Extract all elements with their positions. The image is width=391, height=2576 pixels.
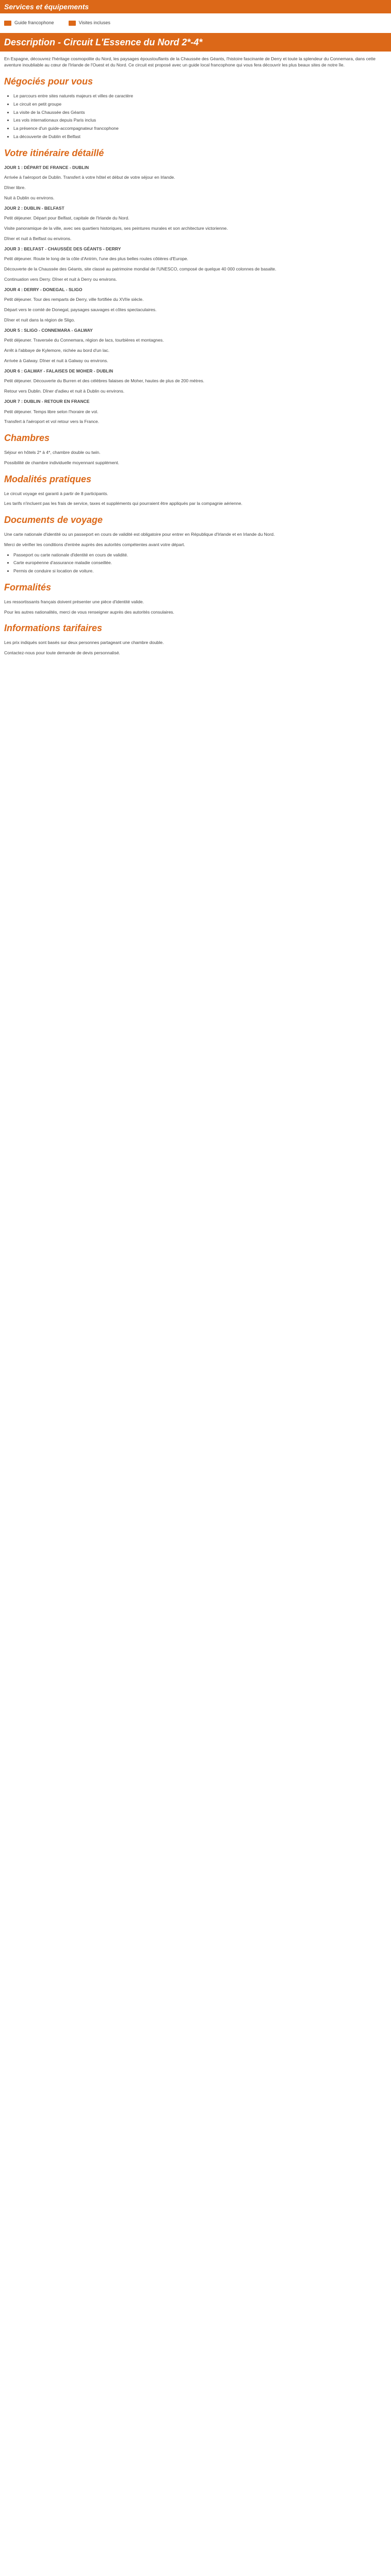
day-text: Dîner et nuit à Belfast ou environs. xyxy=(4,235,72,241)
day-text: Départ vers le comté de Donegal, paysages sauvages et côtes spectaculaires. xyxy=(4,307,157,312)
day-heading: JOUR 4 : DERRY - DONEGAL - SLIGO xyxy=(4,286,83,292)
section-title: Votre itinéraire détaillé xyxy=(4,147,104,158)
list-item: • Passeport ou carte nationale d'identité en cours de validité. xyxy=(13,552,387,558)
paragraph: Merci de vérifier les conditions d'entrée auprès des autorités compétentes avant votre départ. xyxy=(4,541,185,547)
paragraph: Les ressortissants français doivent présenter une pièce d'identité valide. xyxy=(4,599,144,604)
section-title: Négociés pour vous xyxy=(4,76,93,87)
list-item: • Permis de conduire si location de voiture. xyxy=(13,568,387,574)
day-text: Petit déjeuner. Traversée du Connemara, région de lacs, tourbières et montagnes. xyxy=(4,337,164,343)
day-text: Petit déjeuner. Route le long de la côte d'Antrim, l'une des plus belles routes côtières d'Europe. xyxy=(4,256,188,262)
day-text: Arrêt à l'abbaye de Kylemore, nichée au bord d'un lac. xyxy=(4,348,110,353)
day-text: Dîner libre. xyxy=(4,185,26,190)
day-text: Continuation vers Derry. Dîner et nuit à Derry ou environs. xyxy=(4,276,117,282)
service-label: Guide francophone xyxy=(14,20,54,25)
day-text: Transfert à l'aéroport et vol retour vers la France. xyxy=(4,419,100,425)
day-text: Petit déjeuner. Départ pour Belfast, capitale de l'Irlande du Nord. xyxy=(4,215,129,221)
services-list xyxy=(0,13,391,33)
day-heading: JOUR 5 : SLIGO - CONNEMARA - GALWAY xyxy=(4,327,93,333)
service-item xyxy=(69,20,110,27)
list-item: • Le parcours entre sites naturels majeurs et villes de caractère xyxy=(13,93,387,99)
section-title: Modalités pratiques xyxy=(4,473,92,484)
day-text: Arrivée à Galway. Dîner et nuit à Galway ou environs. xyxy=(4,358,108,363)
list-item: • La visite de la Chaussée des Géants xyxy=(13,109,387,116)
description-banner xyxy=(0,33,391,52)
list-item: • La découverte de Dublin et Belfast xyxy=(13,133,387,140)
services-banner xyxy=(0,0,391,13)
section-title: Informations tarifaires xyxy=(4,623,103,634)
day-text: Visite panoramique de la ville, avec ses quartiers historiques, ses peintures murales et son architecture victorienne. xyxy=(4,226,228,231)
description-title: Description - Circuit L'Essence du Nord 2*-4* xyxy=(4,37,203,47)
list-item: • Les vols internationaux depuis Paris inclus xyxy=(13,117,387,124)
day-heading: JOUR 6 : GALWAY - FALAISES DE MOHER - DUBLIN xyxy=(4,368,113,374)
service-item xyxy=(4,20,54,27)
paragraph: Contactez-nous pour toute demande de devis personnalisé. xyxy=(4,650,120,655)
paragraph: Les tarifs n'incluent pas les frais de service, taxes et suppléments qui pourraient être appliqués par la compagnie aérienne. xyxy=(4,501,242,506)
day-text: Retour vers Dublin. Dîner d'adieu et nuit à Dublin ou environs. xyxy=(4,388,125,394)
day-heading: JOUR 2 : DUBLIN - BELFAST xyxy=(4,205,64,211)
guide-icon xyxy=(4,21,11,26)
services-title: Services et équipements xyxy=(4,3,89,11)
section-title: Formalités xyxy=(4,582,52,592)
description-content xyxy=(0,52,391,664)
paragraph: Séjour en hôtels 2* à 4*, chambre double ou twin. xyxy=(4,450,101,455)
day-heading: JOUR 1 : DÉPART DE FRANCE - DUBLIN xyxy=(4,164,89,170)
day-text: Découverte de la Chaussée des Géants, site classé au patrimoine mondial de l'UNESCO, composé de quelque 40 000 colonnes de basalte. xyxy=(4,266,276,272)
intro-text: En Espagne, découvrez l'héritage cosmopolite du Nord, les paysages époustouflants de la Chaussée des Géants, l'histoire fascinante de Derry et toute la splendeur du Connemara, dans cette aventure inoubliable au cœur de l'Irlande de l'Ouest et du Nord. Ce circuit est proposé avec un guide local francophone qui vous fera découvrir les plus beaux sites de notre île. xyxy=(4,56,376,68)
paragraph: Les prix indiqués sont basés sur deux personnes partageant une chambre double. xyxy=(4,640,164,646)
section-title: Documents de voyage xyxy=(4,515,103,525)
documents-list xyxy=(4,552,387,574)
paragraph: Une carte nationale d'identité ou un passeport en cours de validité est obligatoire pour entrer en République d'Irlande et en Irlande du Nord. xyxy=(4,532,275,537)
list-item: • Carte européenne d'assurance maladie conseillée. xyxy=(13,560,387,566)
paragraph: Possibilité de chambre individuelle moyennant supplément. xyxy=(4,460,120,465)
day-text: Petit déjeuner. Tour des remparts de Derry, ville fortifiée du XVIIe siècle. xyxy=(4,297,144,302)
day-text: Nuit à Dublin ou environs. xyxy=(4,195,55,200)
paragraph: Pour les autres nationalités, merci de vous renseigner auprès des autorités consulaires. xyxy=(4,609,174,615)
day-text: Petit déjeuner. Temps libre selon l'horaire de vol. xyxy=(4,409,99,414)
section-title: Chambres xyxy=(4,433,50,443)
day-text: Dîner et nuit dans la région de Sligo. xyxy=(4,317,75,323)
list-item: • La présence d'un guide-accompagnateur francophone xyxy=(13,125,387,132)
day-heading: JOUR 7 : DUBLIN - RETOUR EN FRANCE xyxy=(4,398,90,404)
day-heading: JOUR 3 : BELFAST - CHAUSSÉE DES GÉANTS - DERRY xyxy=(4,246,121,251)
paragraph: Le circuit voyage est garanti à partir de 8 participants. xyxy=(4,490,108,496)
day-text: Arrivée à l'aéroport de Dublin. Transfert à votre hôtel et début de votre séjour en Irlande. xyxy=(4,175,175,180)
list-item: • Le circuit en petit groupe xyxy=(13,101,387,108)
visitor-icon xyxy=(69,21,76,26)
service-label: Visites incluses xyxy=(78,20,110,25)
day-text: Petit déjeuner. Découverte du Burren et des célèbres falaises de Moher, hautes de plus de 200 mètres. xyxy=(4,378,204,384)
highlights-list xyxy=(4,93,387,140)
